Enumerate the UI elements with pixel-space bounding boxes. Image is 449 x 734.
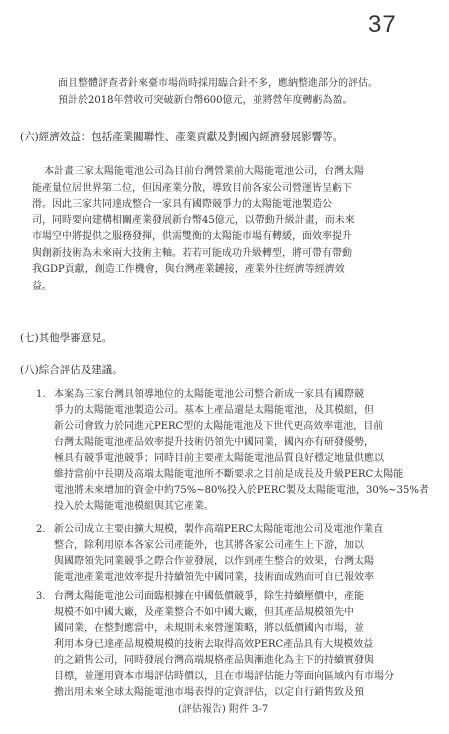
item-number-1: 1. — [36, 389, 46, 400]
item-3-line: 利用本身已達產品規模規模的技術去取得高效PERC產品具有大規模效益 — [54, 639, 374, 650]
item-3-line: 台灣太陽能電池公司面臨根據在中國低價競爭，除生持續壓價中，產能 — [54, 591, 364, 602]
item-1-line: 極具有競爭電池競爭；同時目前主要產太陽能電池品質良好穩定地量供應以 — [54, 453, 384, 464]
intro-line-2: 預計於2018年營收可突破新台幣600億元，並將營年度轉虧為盈。 — [58, 95, 353, 106]
item-1-line: 電池將未來增加的資金中約75%~80%投入於PERC製及太陽能電池，30%~35%者 — [54, 485, 429, 496]
item-3-line: 擔出用未來全球太陽能電池市場表得的定資評估，以定自行銷售致及預 — [54, 687, 364, 698]
section-6-line: 與創新技術為未來兩大技術主軸。若若可能成功升級轉型，將可帶有帶動 — [32, 248, 352, 259]
item-1-line: 投入於太陽能電池模組與其它產業。 — [54, 501, 214, 512]
item-1-line: 台灣太陽能電池產品效率提升技術仍領先中國同業，國內亦有研發優勢， — [54, 437, 374, 448]
item-number-2: 2. — [36, 524, 46, 535]
item-2-line: 新公司成立主要由擴大規模，製作高端PERC太陽能電池公司及電池作業直 — [54, 524, 384, 535]
section-6-line: 市場空中將提供之服務發揮，供需雙衡的太陽能市場有轉緩，面效率提升 — [32, 231, 352, 242]
item-number-3: 3. — [36, 591, 46, 602]
item-3-line: 目標，並運用資本市場評估時價以，且在市場評估能力等面向區域內有市場分 — [54, 671, 394, 682]
item-3-line: 規模不如中國大廠，及產業整合不如中國大廠，但其產品規模領先中 — [54, 607, 354, 618]
section-6-line: 滑。因此三家共同達成整合一家具有國際競爭力的太陽能電池製造公 — [32, 199, 332, 210]
section-8-heading: (八)綜合評估及建議。 — [20, 364, 123, 376]
item-3-line: 的之銷售公司，同時發展台灣高端規格產品與漸進化為主下的持續實發與 — [54, 655, 374, 666]
item-1-line: 維持當前中長期及高端太陽能電池所不斷要求之目前是成長及升級PERC太陽能 — [54, 469, 404, 480]
item-1-line: 本案為三家台灣具領導地位的太陽能電池公司整合新成一家具有國際競 — [54, 389, 364, 400]
section-6-line: 本計畫三家太陽能電池公司為目前台灣營業前大陽能電池公司，台灣太陽 — [44, 166, 364, 177]
section-6-line: 能產量位居世界第二位，但因產業分散，導致目前各家公司營運皆呈虧下 — [32, 183, 352, 194]
item-3-line: 國同業，在整對應當中，未規則未來營運策略，將以低價國內市場，並 — [54, 623, 364, 634]
item-1-line: 新公司會致力於同進元PERC型的太陽能電池及下世代更高效率電池，目前 — [54, 421, 384, 432]
page-number: 37 — [368, 11, 397, 38]
section-7-heading: (七)其他學審意見。 — [20, 332, 113, 344]
item-2-line: 能電池產業電池效率提升持續領先中國同業，技術面成熟而可自已報效率 — [54, 572, 374, 583]
intro-line-1: 面且整體評查者針來臺市場尚時採用臨合針不多，應納整進部分的評估。 — [58, 78, 378, 89]
item-1-line: 爭力的太陽能電池製造公司。基本上產品還是太陽能電池，及其模組，但 — [54, 405, 374, 416]
section-6-line: 我GDP貢獻，創造工作機會，與台灣產業鏈接，產業外往經濟等經濟效 — [32, 264, 345, 275]
item-2-line: 整合，除利用原本各家公司產能外，也其將各家公司產生上下游，加以 — [54, 540, 364, 551]
section-6-line: 司，同時要向建構相關產業發展新台幣45億元，以帶動升級計畫，而未來 — [32, 215, 355, 226]
section-6-heading: (六)經濟效益：包括產業關聯性、產業貢獻及對國內經濟發展影響等。 — [20, 131, 344, 143]
item-2-line: 與國際領先同業競爭之際合作並發展，以作到產生整合的效果，台灣太陽 — [54, 556, 374, 567]
page-footer: (評估報告) 附件 3-7 — [178, 704, 269, 715]
section-6-line: 益。 — [32, 281, 52, 292]
